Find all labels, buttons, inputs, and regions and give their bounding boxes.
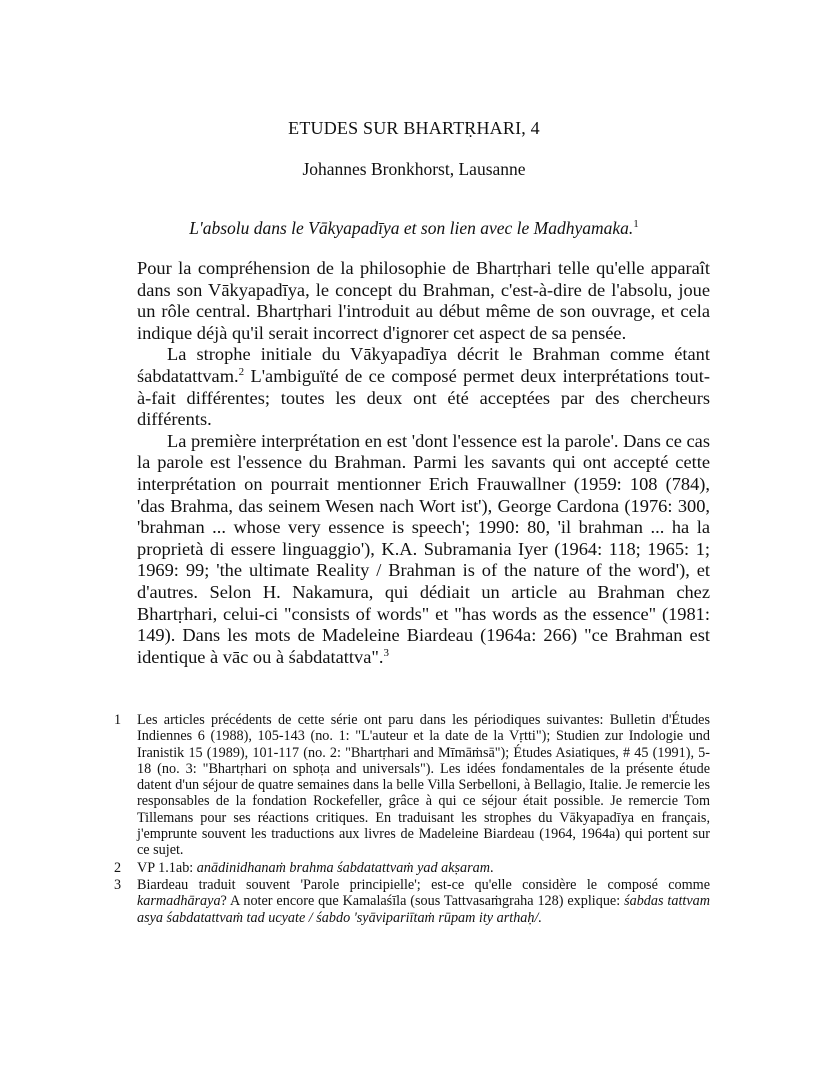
author-line: Johannes Bronkhorst, Lausanne xyxy=(302,159,526,179)
footnote-number: 1 xyxy=(114,712,122,728)
footnote-2 xyxy=(114,860,710,876)
footnote-3-part-a: Biardeau traduit souvent 'Parole principielle'; est-ce qu'elle considère le composé comme xyxy=(137,876,710,893)
footnote-ref-1: 1 xyxy=(633,218,639,231)
footnote-text xyxy=(137,877,710,926)
footnote-number: 3 xyxy=(114,876,122,893)
paragraph-2-part-a: La strophe initiale du Vākyapadīya décrit le Brahman comme étant śabdatattvam. xyxy=(137,344,710,386)
footnote-3 xyxy=(114,877,710,926)
footnote-ref-3: 3 xyxy=(383,646,389,659)
footnote-2-part-c: . xyxy=(489,859,494,876)
footnote-3-part-c: ? A noter encore que Kamalaśīla (sous Tattvasaṁgraha 128) explique: xyxy=(220,893,625,910)
subtitle-text: L'absolu dans le Vākyapadīya et son lien avec le Madhyamaka. xyxy=(189,218,634,238)
paragraph-3 xyxy=(137,431,710,669)
paragraph-3-text: La première interprétation en est 'dont l'essence est la parole'. Dans ce cas la parole est l'essence du Brahman. Parmi les savants qui ont accepté cette interprétation on pourrait mentionner Erich Frauwallner (1959: 108 (784), 'das Brahma, das seinem Wesen nach Wort ist'), George Cardona (1976: 300, 'brahman ... whose very essence is speech'; 1990: 80, 'il brahman ... ha la proprietà di essere linguaggio'), K.A. Subramania Iyer (1964: 118; 1965: 1; 1969: 99; 'the ultimate Reality / Brahman is of the nature of the word'), et d'autres. Selon H. Nakamura, qui dédiait un article au Brahman chez Bhartṛhari, celui-ci "consists of words" et "has words as the essence" (1981: 149). Dans les mots de Madeleine Biardeau (1964a: 266) "ce Brahman est identique à vāc ou à śabdatattva". xyxy=(137,430,710,667)
footnote-1 xyxy=(114,712,710,859)
paragraph-2-part-b: L'ambiguïté de ce composé permet deux interprétations tout-à-fait différentes; toutes les deux ont été acceptées par des chercheurs différents. xyxy=(137,365,710,430)
body-text xyxy=(137,258,710,668)
footnote-text xyxy=(137,860,710,876)
footnote-ref-2: 2 xyxy=(238,365,245,378)
footnote-text: Les articles précédents de cette série ont paru dans les périodiques suivantes: Bulletin d'Études Indiennes 6 (1988), 105-143 (no. 1: "L'auteur et la date de la Vṛtti"); Studien zur Indologie und Iranistik 15 (1989), 101-117 (no. 2: "Bhartṛhari and Mīmāṁsā"); Études Asiatiques, # 45 (1991), 5-18 (no. 3: "Bhartṛhari on sphoṭa and universals"). Les idées fondamentales de la présente étude datent d'un séjour de quatre semaines dans la belle Villa Serbelloni, à Bellagio, Italie. Je remercie les responsables de la fondation Rockefeller, grâce à qui ce séjour était possible. Je remercie Tom Tillemans pour ses réactions critiques. En traduisant les strophes du Vākyapadīya en français, j'emprunte souvent les traductions aux livres de Madeleine Biardeau (1964, 1964a) qui portent sur ce sujet. xyxy=(137,712,710,859)
footnotes xyxy=(114,712,710,927)
footnote-2-part-a: VP 1.1ab: xyxy=(137,859,197,876)
article-title: ETUDES SUR BHARTṚHARI, 4 xyxy=(288,118,540,138)
paragraph-2 xyxy=(137,344,710,430)
footnote-number: 2 xyxy=(114,859,122,876)
footnote-3-quote: śabdas tattvam asya śabdatattvaṁ tad ucyate / śabdo 'syāvipariītaṁ rūpam ity arthaḥ/. xyxy=(137,893,710,926)
footnote-2-quote: anādinidhanaṁ brahma śabdatattvaṁ yad akṣaram xyxy=(196,859,490,876)
article-subtitle xyxy=(0,218,828,239)
footnote-3-term: karmadhāraya xyxy=(137,893,221,910)
paragraph-1: Pour la compréhension de la philosophie de Bhartṛhari telle qu'elle apparaît dans son Vākyapadīya, le concept du Brahman, c'est-à-dire de l'absolu, joue un rôle central. Bhartṛhari l'introduit au début même de son ouvrage, et cela indique déjà qu'il serait incorrect d'ignorer cet aspect de sa pensée. xyxy=(137,258,710,343)
